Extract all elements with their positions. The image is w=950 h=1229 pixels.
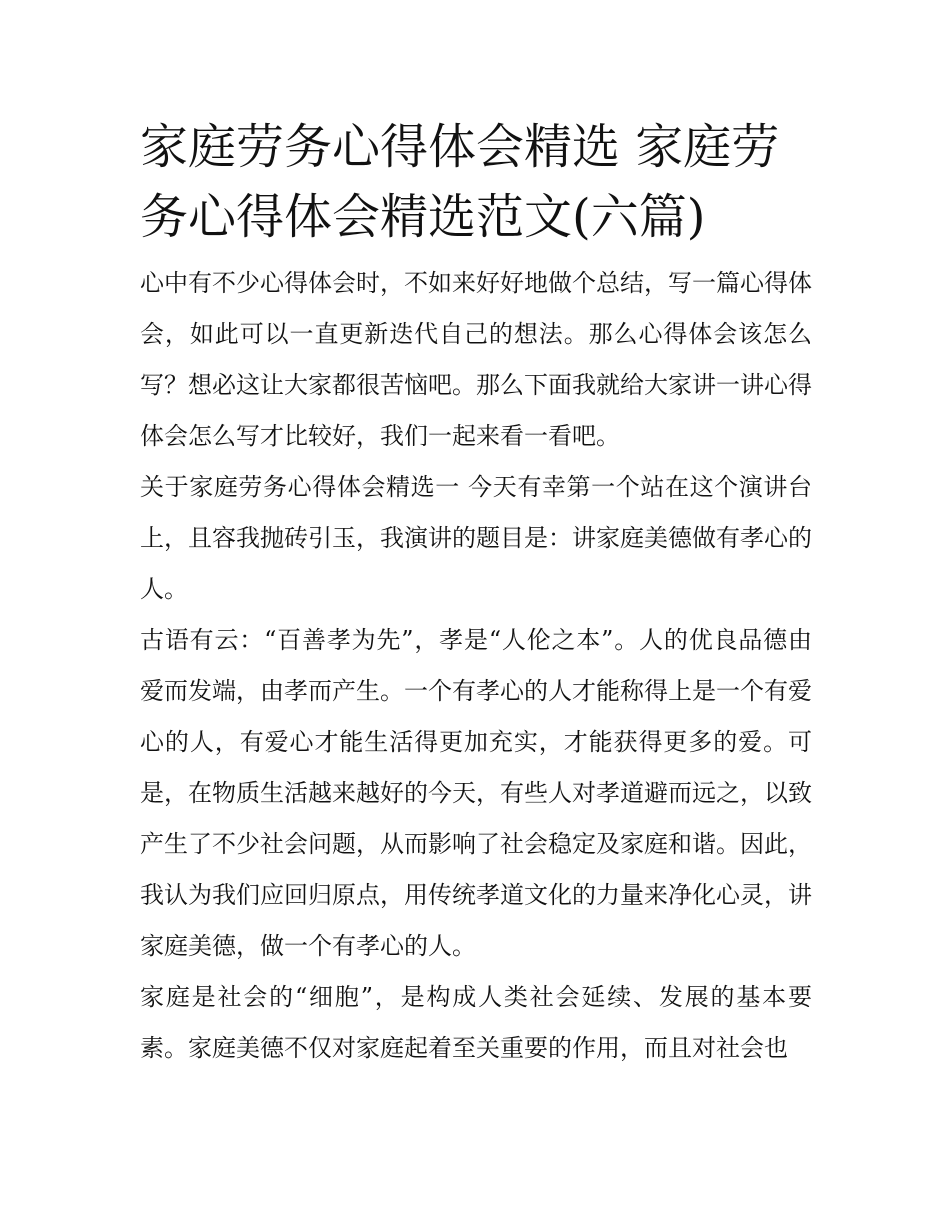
document-title: 家庭劳务心得体会精选 家庭劳务心得体会精选范文(六篇) xyxy=(140,119,780,245)
document-content xyxy=(140,112,812,1074)
paragraph-filial-piety: 古语有云：“百善孝为先”，孝是“人伦之本”。人的优良品德由爱而发端，由孝而产生。一个有孝心的人才能称得上是一个有爱心的人，有爱心才能生活得更加充实，才能获得更多的爱。可是，在物质生活越来越好的今天，有些人对孝道避而远之，以致产生了不少社会问题，从而影响了社会稳定及家庭和谐。因此，我认为我们应回归原点，用传统孝道文化的力量来净化心灵，讲家庭美德，做一个有孝心的人。 xyxy=(140,626,812,960)
paragraph-intro: 心中有不少心得体会时，不如来好好地做个总结，写一篇心得体会，如此可以一直更新迭代自己的想法。那么心得体会该怎么写？想必这让大家都很苦恼吧。那么下面我就给大家讲一讲心得体会怎么写才比较好，我们一起来看一看吧。 xyxy=(140,269,812,450)
paragraph-family-virtue: 家庭是社会的“细胞”，是构成人类社会延续、发展的基本要素。家庭美德不仅对家庭起着至关重要的作用，而且对社会也 xyxy=(140,983,812,1062)
paragraph-section-one: 关于家庭劳务心得体会精选一 今天有幸第一个站在这个演讲台上，且容我抛砖引玉，我演讲的题目是：讲家庭美德做有孝心的人。 xyxy=(140,473,812,603)
title-block xyxy=(140,112,812,252)
